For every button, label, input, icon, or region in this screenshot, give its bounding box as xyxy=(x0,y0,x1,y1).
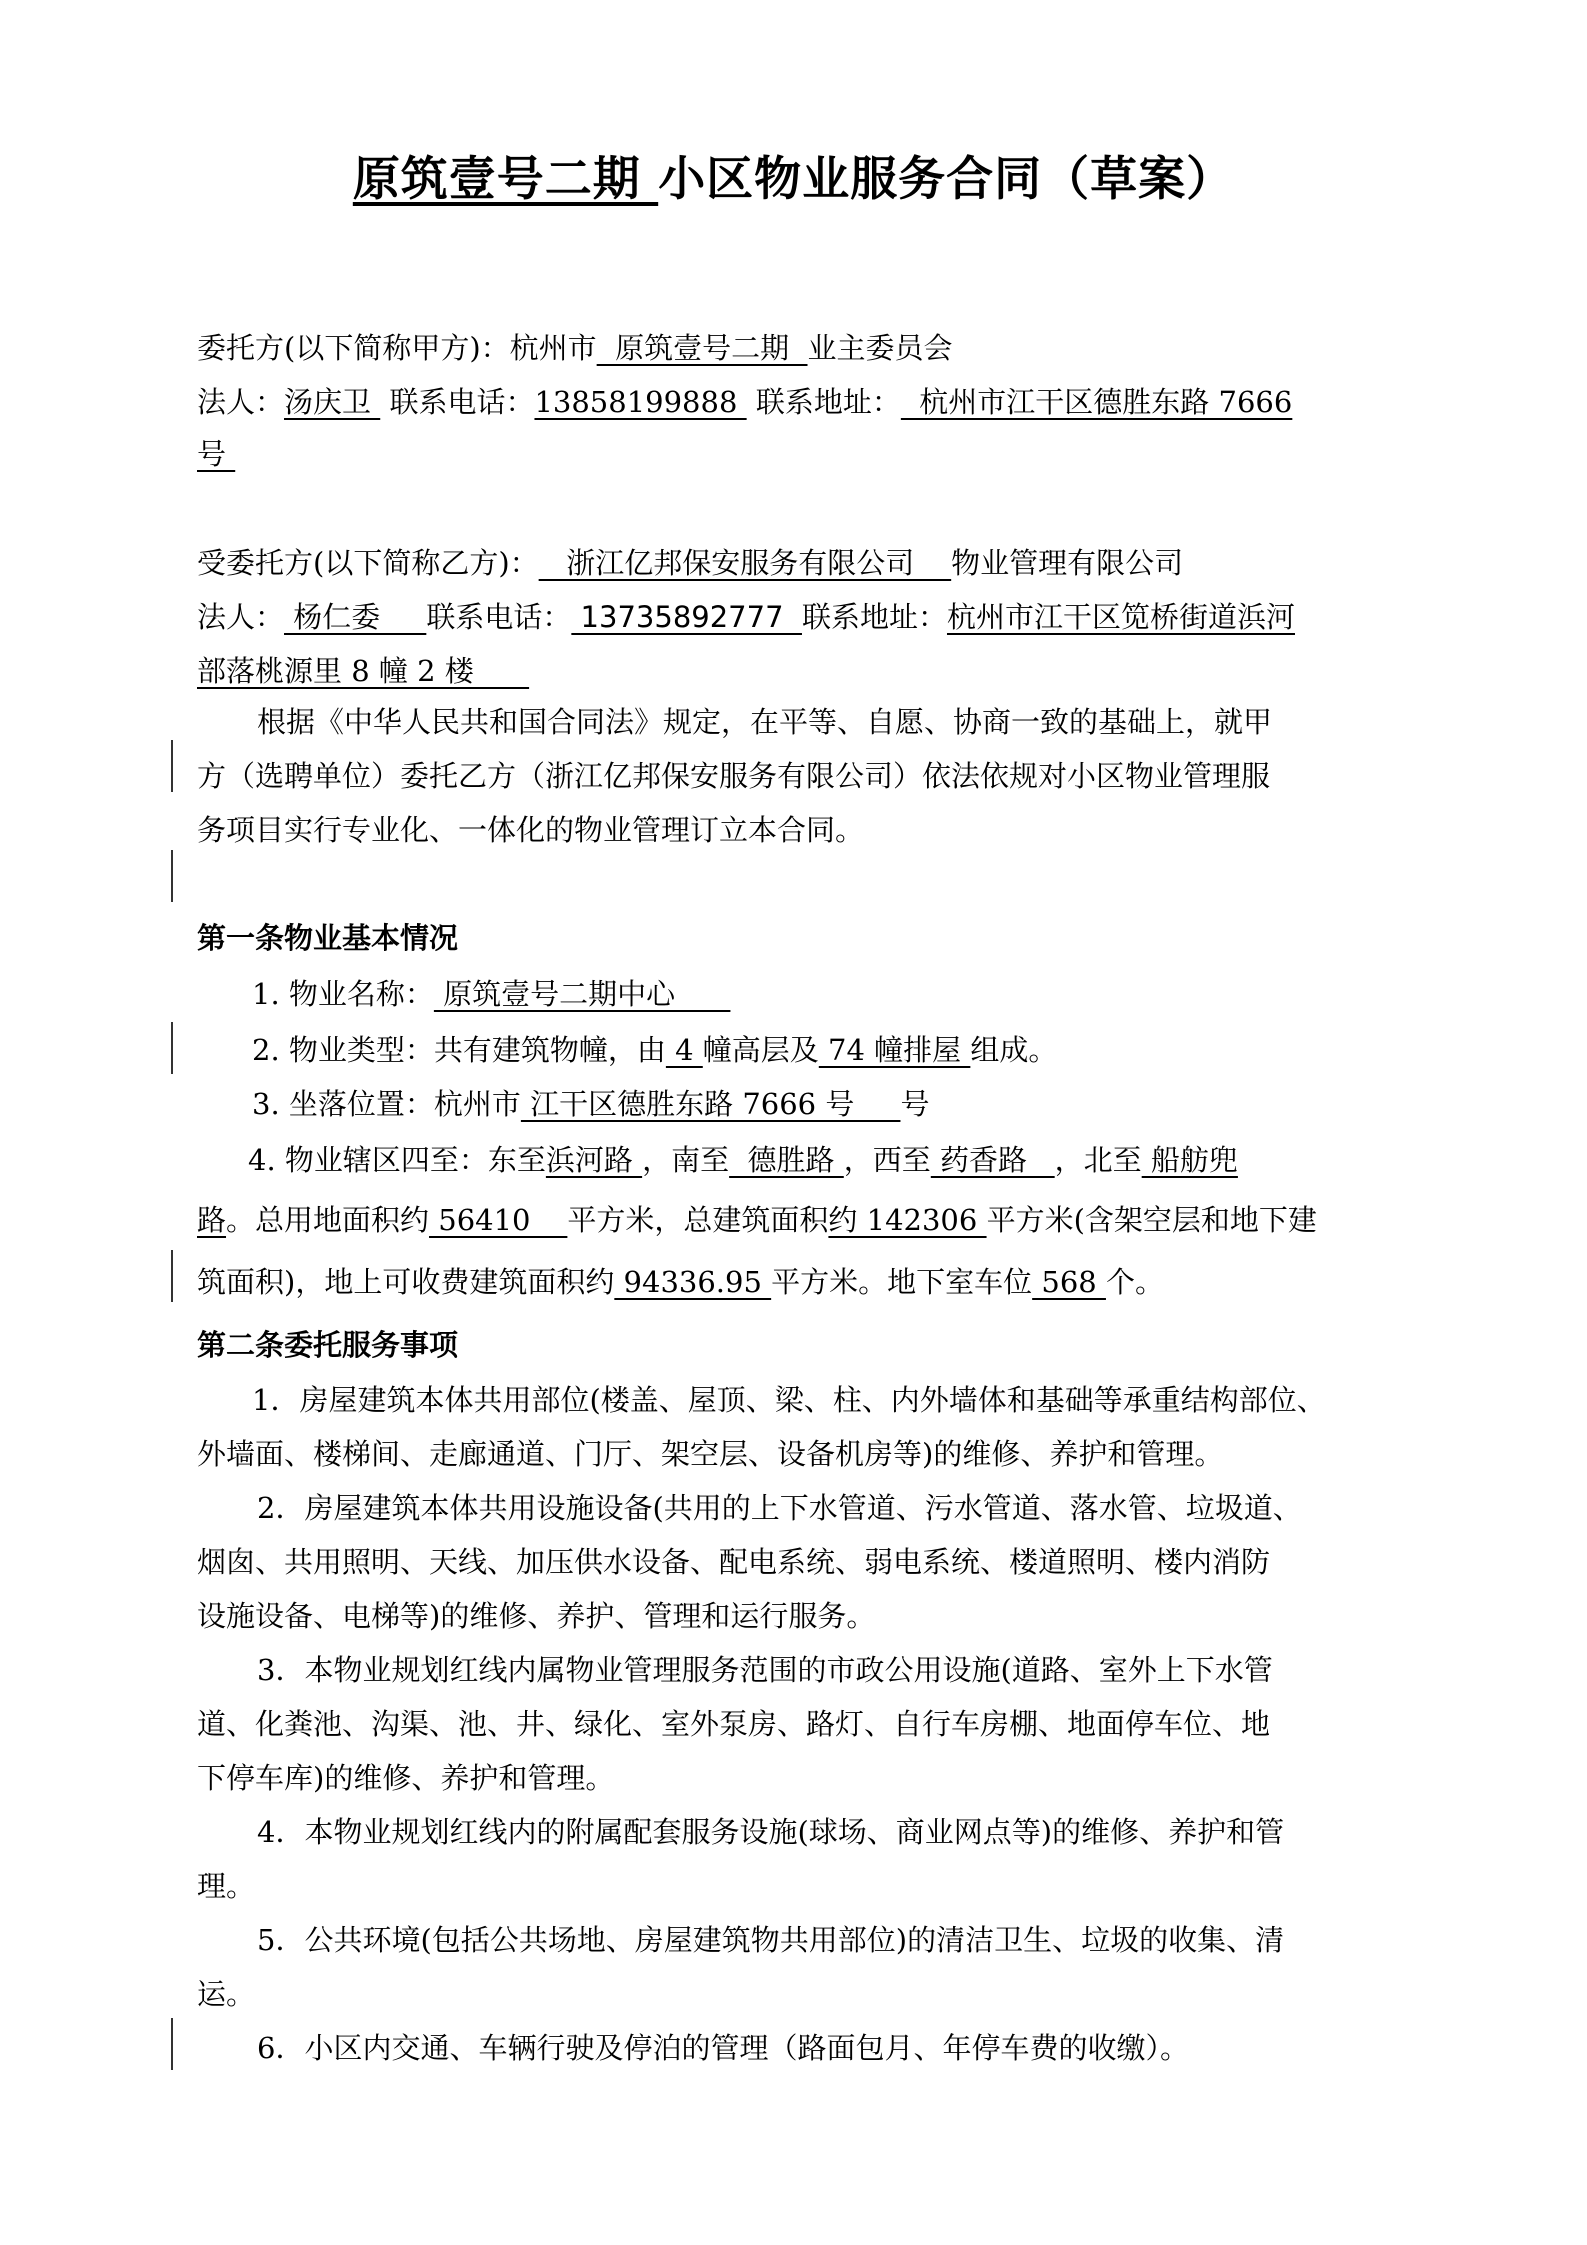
location-label: 3. 坐落位置：杭州市 xyxy=(252,1087,521,1121)
high-rise-count: 4 xyxy=(665,1033,703,1067)
property-name-label: 1. 物业名称： xyxy=(252,977,434,1011)
party-b-contact-line xyxy=(197,597,1295,637)
article-1-item-4-cont2 xyxy=(197,1262,1164,1302)
boundary-north: 船舫兜 xyxy=(1141,1143,1238,1177)
boundary-north-cont: 路 xyxy=(197,1203,227,1237)
article-2-item-2-line-3: 设施设备、电梯等)的维修、养护、管理和运行服务。 xyxy=(197,1599,876,1633)
article-2-item-2-line-1: 2．房屋建筑本体共用设施设备(共用的上下水管道、污水管道、落水管、垃圾道、 xyxy=(257,1491,1302,1525)
article-2-item-5-line-2: 运。 xyxy=(197,1977,256,2011)
parking-label: 平方米。地下室车位 xyxy=(771,1265,1033,1299)
party-a-address-2: 号 xyxy=(197,437,236,471)
party-b-suffix: 物业管理有限公司 xyxy=(951,546,1184,580)
party-b-line xyxy=(197,543,1183,583)
property-type-label: 2. 物业类型：共有建筑物幢，由 xyxy=(252,1033,666,1067)
article-2-item-3-line-1: 3．本物业规划红线内属物业管理服务范围的市政公用设施(道路、室外上下水管 xyxy=(257,1653,1273,1687)
title-rest: 小区物业服务合同（草案） xyxy=(658,152,1235,207)
party-a-line xyxy=(197,328,953,368)
party-b-addr-label: 联系地址： xyxy=(801,600,947,634)
party-b-label: 受委托方(以下简称乙方)： xyxy=(197,546,539,580)
property-name: 原筑壹号二期中心 xyxy=(433,977,731,1011)
parking-count: 568 xyxy=(1032,1265,1106,1299)
party-a-phone-label: 联系电话： xyxy=(380,385,535,419)
party-a-rep-label: 法人： xyxy=(197,385,285,419)
page-title xyxy=(0,150,1587,210)
article-1-item-2 xyxy=(252,1030,1057,1070)
revision-marker xyxy=(171,850,173,902)
article-2-item-4-line-2: 理。 xyxy=(197,1869,256,1903)
location-value: 江干区德胜东路 7666 号 xyxy=(520,1087,901,1121)
chargeable-area: 94336.95 xyxy=(614,1265,772,1299)
building-area: 约 142306 xyxy=(828,1203,987,1237)
party-a-name: 原筑壹号二期 xyxy=(596,331,808,365)
preamble-line-1: 根据《中华人民共和国合同法》规定，在平等、自愿、协商一致的基础上，就甲 xyxy=(257,705,1273,739)
article-2-item-3-line-2: 道、化粪池、沟渠、池、井、绿化、室外泵房、路灯、自行车房棚、地面停车位、地 xyxy=(197,1707,1271,1741)
party-b-rep: 杨仁委 xyxy=(284,600,427,634)
party-a-label: 委托方(以下简称甲方)：杭州市 xyxy=(197,331,597,365)
party-b-name: 浙江亿邦保安服务有限公司 xyxy=(538,546,952,580)
boundary-west-label: ，西至 xyxy=(843,1143,931,1177)
chargeable-area-label: 筑面积)，地上可收费建筑面积约 xyxy=(197,1265,615,1299)
boundary-east: 浜河路 xyxy=(545,1143,643,1177)
party-b-phone: 13735892777 xyxy=(571,600,802,634)
parking-unit: 个。 xyxy=(1105,1265,1164,1299)
location-end: 号 xyxy=(900,1087,930,1121)
boundary-label: 4. 物业辖区四至：东至 xyxy=(248,1143,546,1177)
revision-marker xyxy=(171,740,173,792)
article-2-item-2-line-2: 烟囱、共用照明、天线、加压供水设备、配电系统、弱电系统、楼道照明、楼内消防 xyxy=(197,1545,1271,1579)
property-type-text: 幢高层及 xyxy=(702,1033,819,1067)
article-1-item-1 xyxy=(252,974,730,1014)
building-area-label: 平方米，总建筑面积 xyxy=(567,1203,829,1237)
article-2-item-1-line-1: 1．房屋建筑本体共用部位(楼盖、屋顶、梁、柱、内外墙体和基础等承重结构部位、 xyxy=(252,1383,1326,1417)
revision-marker xyxy=(171,1022,173,1074)
party-a-phone: 13858199888 xyxy=(534,385,747,419)
article-1-item-3 xyxy=(252,1084,929,1124)
article-1-item-4-cont xyxy=(197,1200,1317,1240)
party-a-contact-line xyxy=(197,382,1292,422)
article-2-item-5-line-1: 5．公共环境(包括公共场地、房屋建筑物共用部位)的清洁卫生、垃圾的收集、清 xyxy=(257,1923,1285,1957)
boundary-south: 德胜路 xyxy=(729,1143,844,1177)
land-area: 56410 xyxy=(429,1203,568,1237)
article-2-item-1-line-2: 外墙面、楼梯间、走廊通道、门厅、架空层、设备机房等)的维修、养护和管理。 xyxy=(197,1437,1224,1471)
article-1-item-4 xyxy=(248,1140,1238,1180)
party-b-address-2: 部落桃源里 8 幢 2 楼 xyxy=(197,654,530,688)
party-b-address: 杭州市江干区笕桥街道浜河 xyxy=(946,600,1295,634)
party-b-address-cont xyxy=(197,651,529,691)
preamble-line-2: 方（选聘单位）委托乙方（浙江亿邦保安服务有限公司）依法依规对小区物业管理服 xyxy=(197,759,1271,793)
boundary-south-label: ，南至 xyxy=(642,1143,730,1177)
party-a-rep: 汤庆卫 xyxy=(284,385,381,419)
row-house-count: 74 幢排屋 xyxy=(818,1033,971,1067)
revision-marker xyxy=(171,1250,173,1302)
party-a-address-cont xyxy=(197,434,235,474)
property-type-end: 组成。 xyxy=(970,1033,1058,1067)
party-a-addr-label: 联系地址： xyxy=(746,385,901,419)
preamble-line-3: 务项目实行专业化、一体化的物业管理订立本合同。 xyxy=(197,813,865,847)
boundary-north-label: ，北至 xyxy=(1054,1143,1142,1177)
boundary-west: 药香路 xyxy=(930,1143,1055,1177)
article-2-heading: 第二条委托服务事项 xyxy=(197,1328,459,1362)
article-2-item-3-line-3: 下停车库)的维修、养护和管理。 xyxy=(197,1761,615,1795)
party-a-address: 杭州市江干区德胜东路 7666 xyxy=(900,385,1293,419)
party-b-phone-label: 联系电话： xyxy=(426,600,572,634)
party-b-rep-label: 法人： xyxy=(197,600,285,634)
article-2-item-6-line-1: 6．小区内交通、车辆行驶及停泊的管理（路面包月、年停车费的收缴）。 xyxy=(257,2031,1189,2065)
article-2-item-4-line-1: 4．本物业规划红线内的附属配套服务设施(球场、商业网点等)的维修、养护和管 xyxy=(257,1815,1285,1849)
article-1-heading: 第一条物业基本情况 xyxy=(197,921,459,955)
building-area-note: 平方米(含架空层和地下建 xyxy=(986,1203,1317,1237)
revision-marker xyxy=(171,2018,173,2070)
land-area-label: 。总用地面积约 xyxy=(226,1203,430,1237)
party-a-suffix: 业主委员会 xyxy=(807,331,953,365)
title-estate-name: 原筑壹号二期 xyxy=(352,152,659,207)
